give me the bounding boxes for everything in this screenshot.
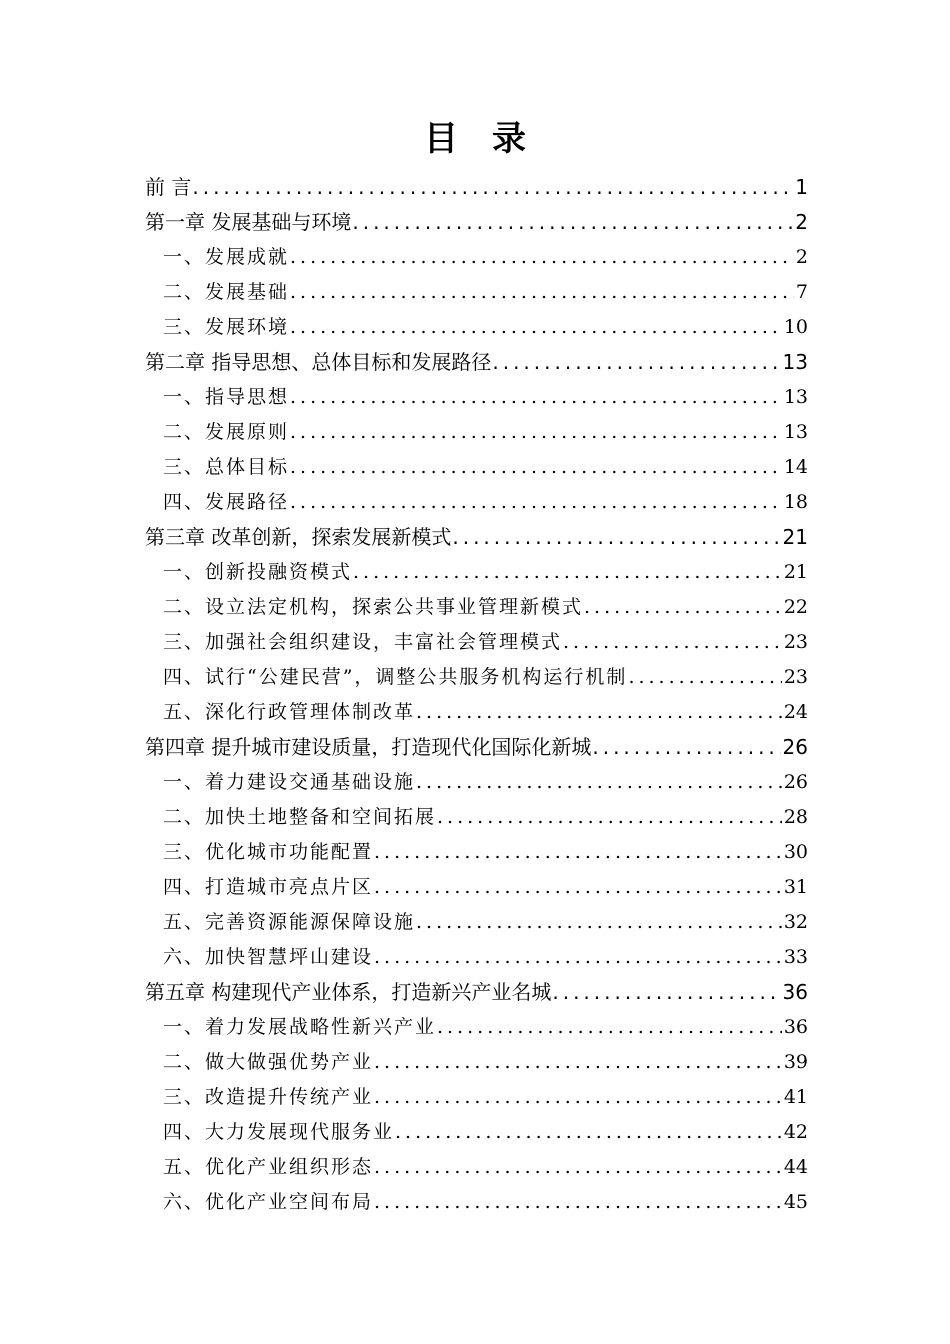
toc-page-number: 2 [795, 246, 808, 268]
dot-leader [374, 940, 782, 975]
toc-entry-label: 二、发展原则 [163, 421, 290, 443]
toc-section-entry[interactable] [145, 695, 808, 730]
toc-page-number: 26 [782, 735, 808, 759]
dot-leader [352, 205, 793, 240]
toc-section-entry[interactable] [145, 660, 808, 695]
toc-section-entry[interactable] [145, 905, 808, 940]
title-char-2: 录 [492, 119, 526, 159]
dot-leader [628, 660, 781, 695]
toc-chapter-entry[interactable] [145, 730, 808, 765]
toc-section-entry[interactable] [145, 1080, 808, 1115]
dot-leader [290, 310, 782, 345]
toc-entry-label: 三、发展环境 [163, 316, 290, 338]
toc-page-number: 18 [783, 491, 808, 513]
toc-chapter-entry[interactable] [145, 345, 808, 380]
toc-section-entry[interactable] [145, 310, 808, 345]
toc-page-number: 31 [783, 876, 808, 898]
dot-leader [290, 415, 782, 450]
toc-entry-label: 一、着力发展战略性新兴产业 [163, 1016, 437, 1038]
toc-section-entry[interactable] [145, 940, 808, 975]
toc-page-number: 21 [782, 525, 808, 549]
toc-entry-label: 二、加快土地整备和空间拓展 [163, 806, 437, 828]
toc-page-number: 23 [783, 631, 808, 653]
toc-section-entry[interactable] [145, 380, 808, 415]
toc-entry-label: 前 言 [145, 175, 192, 199]
toc-page-number: 42 [783, 1121, 808, 1143]
toc-page-number: 32 [783, 911, 808, 933]
toc-entry-label: 第五章 构建现代产业体系，打造新兴产业名城 [145, 980, 552, 1004]
toc-entry-label: 五、深化行政管理体制改革 [163, 701, 416, 723]
toc-section-entry[interactable] [145, 800, 808, 835]
toc-section-entry[interactable] [145, 485, 808, 520]
toc-chapter-entry[interactable] [145, 205, 808, 240]
toc-section-entry[interactable] [145, 870, 808, 905]
dot-leader [416, 695, 782, 730]
dot-leader [552, 975, 780, 1010]
toc-page-number: 36 [782, 980, 808, 1004]
dot-leader [290, 240, 794, 275]
toc-page-number: 7 [795, 281, 808, 303]
dot-leader [290, 450, 782, 485]
dot-leader [374, 835, 782, 870]
dot-leader [374, 1080, 782, 1115]
toc-page-number: 28 [783, 806, 808, 828]
dot-leader [416, 905, 782, 940]
toc-section-entry[interactable] [145, 450, 808, 485]
dot-leader [395, 1115, 782, 1150]
toc-section-entry[interactable] [145, 555, 808, 590]
toc-chapter-entry[interactable] [145, 975, 808, 1010]
toc-page-number: 30 [783, 841, 808, 863]
dot-leader [584, 590, 782, 625]
toc-section-entry[interactable] [145, 1150, 808, 1185]
toc-page-number: 13 [782, 350, 808, 374]
toc-section-entry[interactable] [145, 1045, 808, 1080]
toc-entry-label: 二、发展基础 [163, 281, 290, 303]
toc-page-number: 41 [783, 1086, 808, 1108]
dot-leader [592, 730, 780, 765]
toc-page-number: 1 [795, 175, 808, 199]
toc-page-number: 24 [783, 701, 808, 723]
toc-entry-label: 四、打造城市亮点片区 [163, 876, 374, 898]
toc-page-number: 13 [783, 421, 808, 443]
toc-entry-label: 六、优化产业空间布局 [163, 1191, 374, 1213]
toc-entry-label: 三、加强社会组织建设，丰富社会管理模式 [163, 631, 563, 653]
toc-entry-label: 四、试行“公建民营”，调整公共服务机构运行机制 [163, 666, 628, 688]
toc-entry-label: 第三章 改革创新，探索发展新模式 [145, 525, 452, 549]
toc-entry-label: 一、发展成就 [163, 246, 290, 268]
toc-entry-label: 一、指导思想 [163, 386, 290, 408]
toc-entry-label: 六、加快智慧坪山建设 [163, 946, 374, 968]
toc-page-number: 13 [783, 386, 808, 408]
toc-entry-label: 第一章 发展基础与环境 [145, 210, 352, 234]
toc-page-number: 44 [783, 1156, 808, 1178]
toc-entry-label: 二、做大做强优势产业 [163, 1051, 374, 1073]
title-char-1: 目 [424, 119, 458, 159]
toc-section-entry[interactable] [145, 835, 808, 870]
dot-leader [437, 1010, 782, 1045]
toc-page-number: 39 [783, 1051, 808, 1073]
toc-section-entry[interactable] [145, 415, 808, 450]
dot-leader [374, 1150, 782, 1185]
toc-section-entry[interactable] [145, 1185, 808, 1220]
dot-leader [416, 765, 782, 800]
dot-leader [290, 485, 782, 520]
toc-entry-label: 四、大力发展现代服务业 [163, 1121, 395, 1143]
toc-section-entry[interactable] [145, 240, 808, 275]
toc-entry-label: 一、着力建设交通基础设施 [163, 771, 416, 793]
toc-page-number: 22 [783, 596, 808, 618]
toc-page-number: 45 [783, 1191, 808, 1213]
toc-section-entry[interactable] [145, 1010, 808, 1045]
toc-entry-label: 五、完善资源能源保障设施 [163, 911, 416, 933]
toc-entry-label: 三、改造提升传统产业 [163, 1086, 374, 1108]
dot-leader [437, 800, 782, 835]
dot-leader [290, 275, 794, 310]
toc-page-number: 10 [783, 316, 808, 338]
toc-entry-label: 三、总体目标 [163, 456, 290, 478]
toc-section-entry[interactable] [145, 765, 808, 800]
toc-section-entry[interactable] [145, 625, 808, 660]
toc-entry-label: 二、设立法定机构，探索公共事业管理新模式 [163, 596, 584, 618]
toc-entry-label: 四、发展路径 [163, 491, 290, 513]
dot-leader [452, 520, 780, 555]
toc-section-entry[interactable] [145, 1115, 808, 1150]
toc-page-number: 33 [783, 946, 808, 968]
table-of-contents [145, 170, 808, 1220]
dot-leader [374, 1045, 782, 1080]
dot-leader [290, 380, 782, 415]
toc-page-number: 21 [783, 561, 808, 583]
toc-section-entry[interactable] [145, 590, 808, 625]
toc-page-number: 36 [783, 1016, 808, 1038]
toc-page-number: 23 [783, 666, 808, 688]
dot-leader [192, 170, 793, 205]
toc-chapter-entry[interactable] [145, 520, 808, 555]
toc-entry-label: 一、创新投融资模式 [163, 561, 353, 583]
dot-leader [374, 870, 782, 905]
toc-section-entry[interactable] [145, 275, 808, 310]
toc-entry-label: 第二章 指导思想、总体目标和发展路径 [145, 350, 492, 374]
toc-entry-label: 第四章 提升城市建设质量，打造现代化国际化新城 [145, 735, 592, 759]
toc-page-number: 2 [795, 210, 808, 234]
toc-chapter-entry[interactable] [145, 170, 808, 205]
dot-leader [374, 1185, 782, 1220]
toc-entry-label: 五、优化产业组织形态 [163, 1156, 374, 1178]
dot-leader [492, 345, 780, 380]
dot-leader [563, 625, 782, 660]
page-title [0, 116, 950, 162]
dot-leader [353, 555, 782, 590]
toc-page-number: 26 [783, 771, 808, 793]
toc-entry-label: 三、优化城市功能配置 [163, 841, 374, 863]
toc-page-number: 14 [783, 456, 808, 478]
